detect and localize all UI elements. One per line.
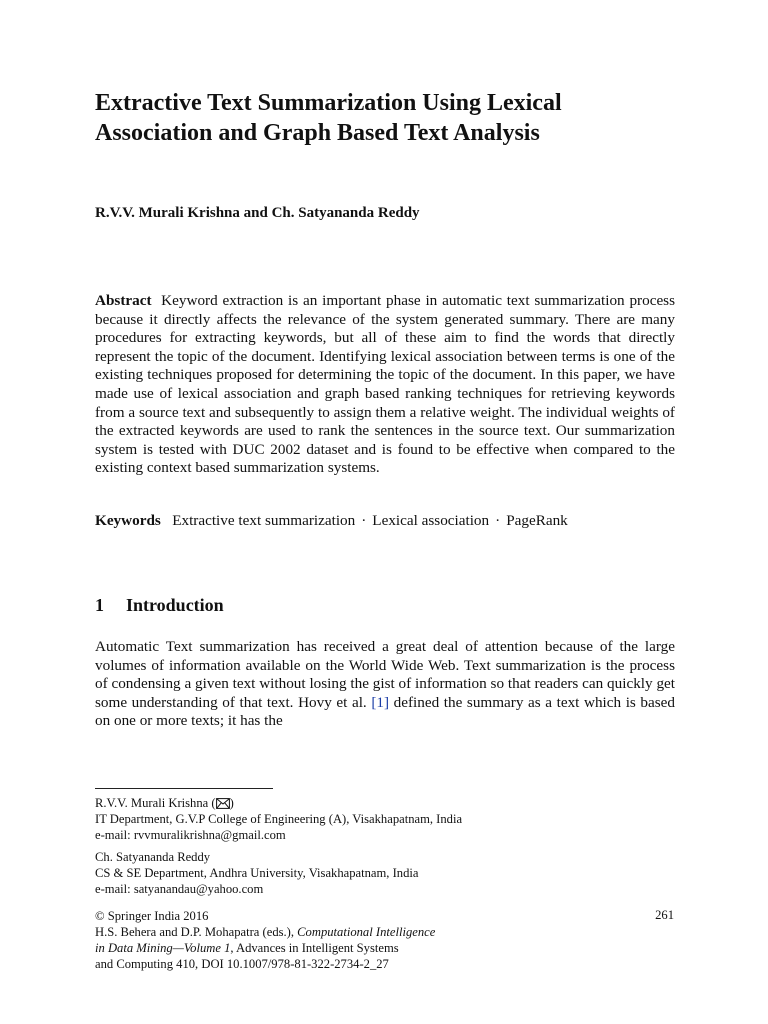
keyword-item: PageRank: [506, 512, 568, 529]
section-heading: [95, 595, 224, 616]
book-title: Computational Intelligence: [297, 925, 436, 939]
intro-paragraph: [95, 638, 675, 731]
keyword-separator: ·: [495, 512, 501, 529]
author1-footnote: R.V.V. Murali Krishna ( ) IT Department, G.V.P College of Engineering (A), Visakhapatnam, India e-mail: rvvmuralikrishna@gmail.com: [95, 795, 675, 843]
intro-text-continued: defined the summary as a text which is based on one or more texts; it has the: [95, 693, 675, 730]
keyword-item: Extractive text summarization: [172, 512, 356, 529]
keyword-separator: ·: [361, 512, 367, 529]
footnote-divider: [95, 788, 273, 789]
author-list: R.V.V. Murali Krishna and Ch. Satyananda Reddy: [95, 205, 420, 221]
citation-link[interactable]: [1]: [371, 693, 390, 711]
author2-email[interactable]: e-mail: satyanandau@yahoo.com: [95, 882, 264, 896]
section-title: Introduction: [126, 595, 224, 615]
abstract-label: Abstract: [95, 292, 152, 309]
author2-name: Ch. Satyananda Reddy: [95, 850, 211, 864]
editors: H.S. Behera and D.P. Mohapatra (eds.),: [95, 925, 298, 939]
book-title-continued: in Data Mining—Volume 1: [95, 941, 231, 955]
copyright: © Springer India 2016: [95, 909, 209, 923]
abstract: [95, 292, 675, 478]
page-number: 261: [655, 908, 674, 922]
envelope-icon: [216, 798, 230, 809]
publication-info: [95, 908, 675, 972]
keywords-label: Keywords: [95, 512, 161, 529]
series: , Advances in Intelligent Systems: [230, 941, 399, 955]
citation-number[interactable]: 1: [376, 693, 384, 711]
section-number: 1: [95, 595, 104, 615]
keyword-item: Lexical association: [372, 512, 490, 529]
doi-line: and Computing 410, DOI 10.1007/978-81-322-2734-2_27: [95, 957, 389, 971]
intro-text: Automatic Text summarization has received a great deal of attention because of the large volumes of information available on the World Wide Web. Text summarization is the process of condensing a given text without losing the gist of information so that readers can quickly get some understanding of that text. Hovy et al.: [95, 638, 675, 711]
author1-dept: IT Department, G.V.P College of Engineering (A), Visakhapatnam, India: [95, 812, 463, 826]
paper-title: Extractive Text Summarization Using Lexical Association and Graph Based Text Analysis: [95, 90, 562, 146]
abstract-text: Keyword extraction is an important phase in automatic text summarization process because it directly affects the relevance of the system generated summary. There are many procedures for extracting keywords, but all of these aim to find the words that directly represent the topic of the document. Identifying lexical association between terms is one of the existing techniques proposed for determining the topic of the document. In this paper, we have made use of lexical association and graph based ranking techniques for retrieving keywords from a source text and subsequently to assign them a relative weight. The individual weights of the extracted keywords are used to rank the sentences in the source text. Our summarization system is tested with DUC 2002 dataset and is found to be effective when compared to the existing context based summarization systems.: [95, 292, 676, 477]
author1-email[interactable]: e-mail: rvvmuralikrishna@gmail.com: [95, 828, 286, 842]
author2-footnote: [95, 849, 675, 897]
author2-dept: CS & SE Department, Andhra University, Visakhapatnam, India: [95, 866, 419, 880]
keywords: [95, 512, 675, 530]
author1-name: R.V.V. Murali Krishna (: [95, 796, 216, 810]
